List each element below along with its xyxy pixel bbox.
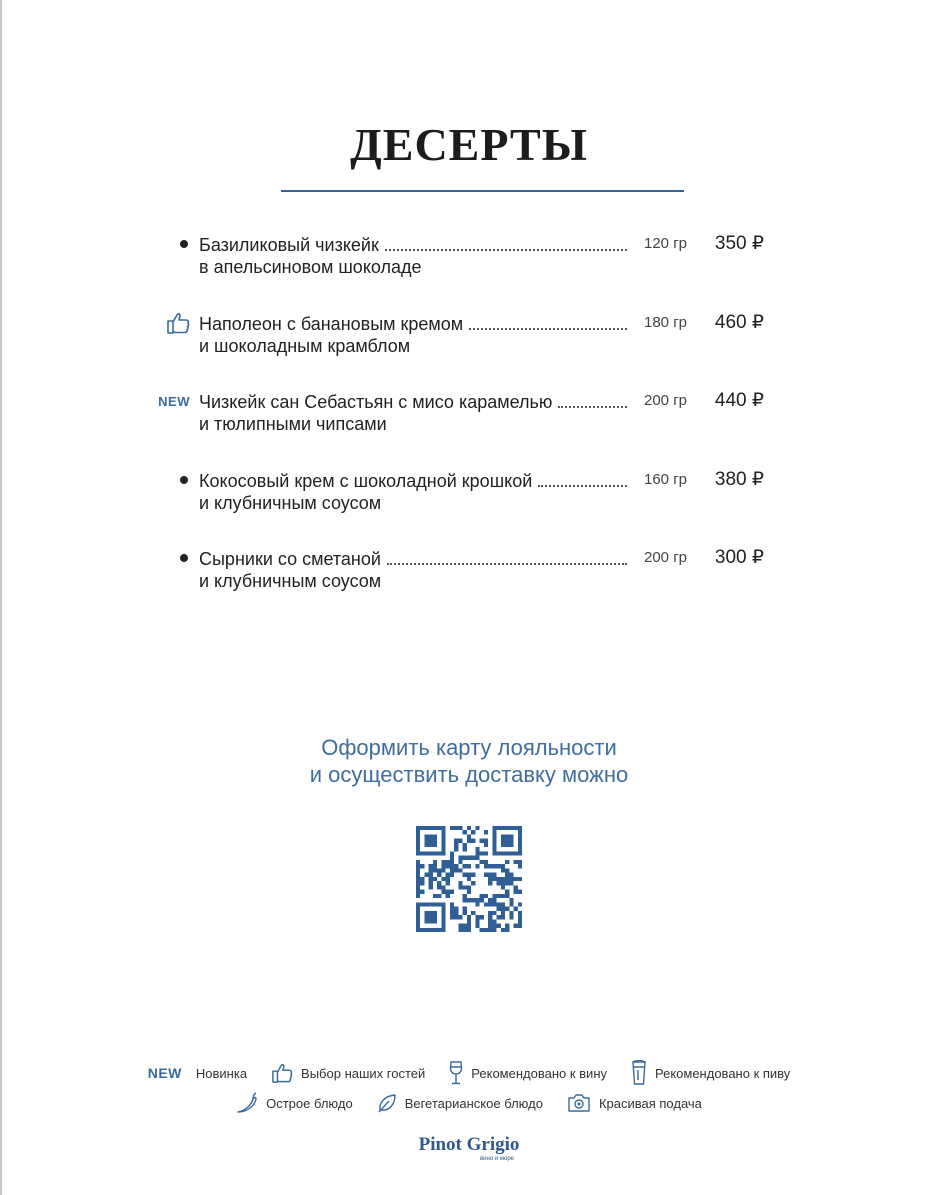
legend-label: Красивая подача: [598, 1095, 702, 1111]
chili-pepper-icon: [236, 1092, 258, 1114]
item-weight: 160 гр: [644, 471, 688, 488]
item-marker: [150, 232, 190, 256]
item-subtitle: и тюлипными чипсами: [199, 414, 387, 434]
loyalty-line-2: и осуществить доставку можно: [309, 762, 629, 787]
legend-vegetarian: [377, 1093, 543, 1113]
item-weight: 120 гр: [644, 235, 688, 252]
item-subtitle: и клубничным соусом: [199, 571, 382, 591]
item-weight: 200 гр: [644, 392, 688, 409]
page-title: ДЕСЕРТЫ: [350, 119, 588, 170]
beer-glass-icon: [631, 1060, 647, 1086]
menu-item: [0, 311, 938, 371]
menu-item: [0, 546, 938, 606]
item-weight: 200 гр: [644, 549, 688, 566]
legend-row-2: [0, 1092, 938, 1114]
new-badge: NEW: [158, 393, 190, 409]
item-name: Базиликовый чизкейк: [199, 235, 379, 255]
leaf-icon: [377, 1093, 397, 1113]
title-divider: [281, 190, 684, 192]
item-price: 460 ₽: [714, 312, 764, 333]
wine-glass-icon: [449, 1061, 463, 1085]
item-subtitle: в апельсиновом шоколаде: [199, 257, 422, 277]
item-price: 380 ₽: [714, 469, 764, 490]
legend-label: Вегетарианское блюдо: [404, 1095, 543, 1111]
legend-new: [148, 1065, 247, 1081]
item-name: Кокосовый крем с шоколадной крошкой: [199, 471, 533, 491]
legend-label: Рекомендовано к пиву: [655, 1065, 791, 1081]
legend-row-1: [0, 1060, 938, 1086]
bullet-icon: [180, 240, 188, 248]
legend-spicy: [236, 1092, 353, 1114]
item-marker: [150, 311, 190, 335]
leader-dots: [538, 485, 627, 487]
leader-dots: [469, 328, 627, 330]
item-price: 440 ₽: [714, 390, 764, 411]
legend-wine: [449, 1061, 607, 1085]
item-subtitle: и клубничным соусом: [199, 493, 382, 513]
menu-item: [0, 232, 938, 292]
new-badge: NEW: [147, 1065, 182, 1081]
bullet-icon: [180, 476, 188, 484]
legend-label: Рекомендовано к вину: [471, 1065, 607, 1081]
legend-presentation: [567, 1093, 702, 1113]
brand-logo: Pinot Grigio: [418, 1134, 520, 1155]
item-subtitle: и шоколадным крамблом: [199, 336, 411, 356]
item-marker: [150, 546, 190, 570]
menu-item: [0, 468, 938, 528]
leader-dots: [558, 406, 627, 408]
item-price: 300 ₽: [714, 547, 764, 568]
bullet-icon: [180, 554, 188, 562]
thumbs-up-icon: [271, 1063, 293, 1083]
item-weight: 180 гр: [644, 314, 688, 331]
qr-code[interactable]: [416, 826, 522, 937]
legend-beer: [631, 1060, 790, 1086]
item-marker: [150, 468, 190, 492]
legend-label: Новинка: [195, 1065, 248, 1081]
leader-dots: [385, 249, 627, 251]
loyalty-text: [0, 734, 938, 788]
item-name: Чизкейк сан Себастьян с мисо карамелью: [199, 392, 553, 412]
thumbs-up-icon: [166, 312, 190, 334]
brand-tagline: вино и море: [479, 1156, 514, 1162]
camera-icon: [567, 1093, 591, 1113]
menu-item: [0, 389, 938, 449]
item-price: 350 ₽: [714, 233, 764, 254]
legend-label: Острое блюдо: [266, 1095, 353, 1111]
item-name: Наполеон с банановым кремом: [199, 314, 464, 334]
legend-label: Выбор наших гостей: [301, 1065, 426, 1081]
item-name: Сырники со сметаной: [199, 549, 381, 569]
legend-guests-choice: [271, 1063, 425, 1083]
leader-dots: [387, 563, 627, 565]
item-marker: [150, 389, 190, 413]
loyalty-line-1: Оформить карту лояльности: [321, 735, 617, 760]
